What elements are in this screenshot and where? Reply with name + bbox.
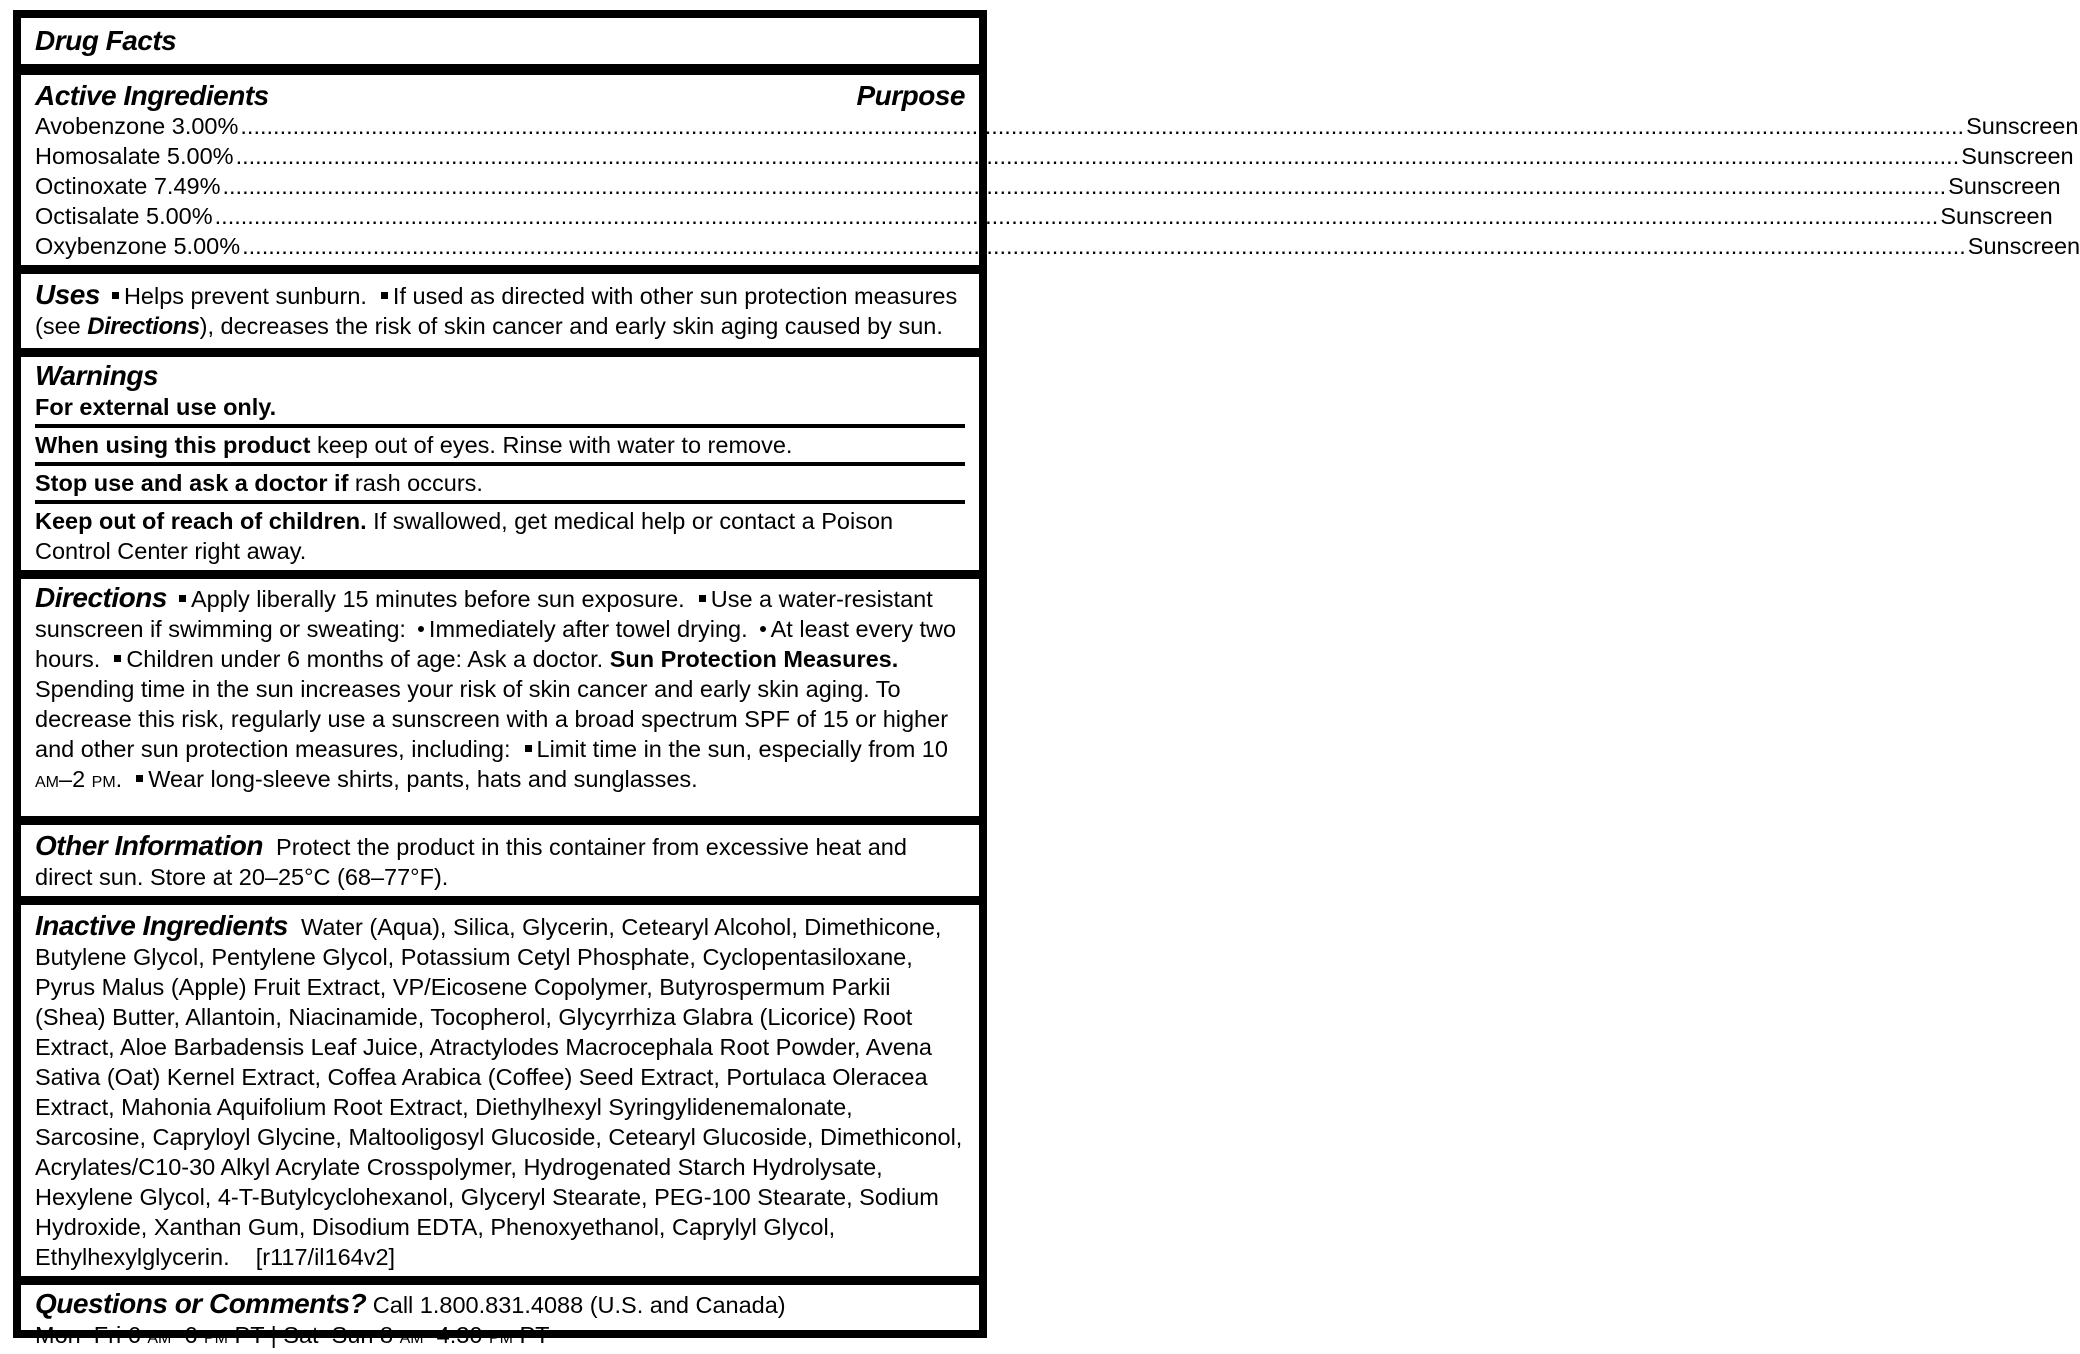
ingredient-row: [35, 201, 2053, 231]
questions-section: [21, 1285, 979, 1354]
other-information-text: Protect the product in this container from excessive heat and direct sun. Store at 20–25°C (68–77°F).: [35, 834, 907, 890]
keep-out-label: Keep out of reach of children.: [35, 508, 367, 534]
keep-out-text: If swallowed, get medical help or contact a Poison Control Center right away.: [35, 508, 894, 564]
am-label: AM: [147, 1330, 172, 1347]
bullet-icon: [136, 775, 143, 782]
label-code: [r117/il164v2]: [255, 1244, 396, 1270]
stop-use-label: Stop use and ask a doctor if: [35, 470, 349, 496]
when-using-label: When using this product: [35, 432, 311, 458]
measure-2: Wear long-sleeve shirts, pants, hats and sunglasses.: [148, 766, 698, 792]
divider: [21, 265, 979, 274]
ingredient-row: [35, 231, 2080, 261]
measure-1a: Limit time in the sun, especially from 10: [536, 736, 948, 762]
hours-part: Mon–Fri 6: [35, 1322, 148, 1348]
drug-facts-title: Drug Facts: [35, 25, 177, 56]
questions-hours: [35, 1320, 965, 1354]
ingredient-purpose: Sunscreen: [1967, 233, 2080, 259]
sun-protection-label: Sun Protection Measures.: [609, 646, 899, 672]
uses-bullet-2b: ), decreases the risk of skin cancer and early skin aging caused by sun.: [199, 313, 943, 339]
uses-directions-ref: Directions: [87, 313, 200, 340]
divider: [21, 1276, 979, 1285]
direction-2: Use a water-resistant sunscreen if swimming or sweating:: [35, 586, 933, 642]
am-label: AM: [35, 774, 59, 791]
ingredient-purpose: Sunscreen: [1948, 173, 2061, 199]
warnings-section: [21, 357, 979, 424]
ingredient-name: Avobenzone 3.00%: [35, 113, 239, 139]
inactive-ingredients-text: Water (Aqua), Silica, Glycerin, Cetearyl Alcohol, Dimethicone, Butylene Glycol, Pentylene Glycol, Potassium Cetyl Phosphate, Cyclopentasiloxane, Pyrus Malus (Apple) Fruit Extract, VP/Eicosene Copolymer, Butyrospermum Parkii (Shea) Butter, Allantoin, Niacinamide, Tocopherol, Glycyrrhiza Glabra (Licorice) Root Extract, Aloe Barbadensis Leaf Juice, Atractylodes Macrocephala Root Powder, Avena Sativa (Oat) Kernel Extract, Coffea Arabica (Coffee) Seed Extract, Portulaca Oleracea Extract, Mahonia Aquifolium Root Extract, Diethylhexyl Syringylidenemalonate, Sarcosine, Capryloyl Glycine, Maltooligosyl Glucoside, Cetearyl Glucoside, Dimethiconol, Acrylates/C10-30 Alkyl Acrylate Crosspolymer, Hydrogenated Starch Hydrolysate, Hexylene Glycol, 4-T-Butylcyclohexanol, Glyceryl Stearate, PEG-100 Stearate, Sodium Hydroxide, Xanthan Gum, Disodium EDTA, Phenoxyethanol, Caprylyl Glycol, Ethylhexylglycerin.: [35, 914, 963, 1270]
bullet-icon: [179, 595, 186, 602]
bullet-icon: [381, 292, 388, 299]
pm-label: PM: [204, 1330, 228, 1347]
hours-part: PT: [512, 1322, 550, 1348]
ingredient-purpose: Sunscreen: [1961, 143, 2074, 169]
directions-text: [35, 583, 965, 798]
ingredient-name: Oxybenzone 5.00%: [35, 233, 241, 259]
when-using-text: keep out of eyes. Rinse with water to remove.: [310, 432, 793, 458]
divider: [21, 816, 979, 825]
bullet-icon: [699, 595, 706, 602]
uses-section: [21, 274, 979, 348]
active-ingredients-heading: Active Ingredients: [35, 80, 269, 111]
stop-use-section: [21, 466, 979, 500]
other-information-section: [21, 825, 979, 896]
measure-1c: .: [115, 766, 123, 792]
ingredient-name: Homosalate 5.00%: [35, 143, 234, 169]
hours-part: –4:30: [423, 1322, 489, 1348]
hours-part: –6: [171, 1322, 204, 1348]
ingredient-name: Octisalate 5.00%: [35, 203, 213, 229]
ingredient-row: [35, 171, 2061, 201]
directions-heading: Directions: [35, 582, 167, 613]
divider: [21, 896, 979, 905]
stop-use-text: rash occurs.: [348, 470, 483, 496]
ingredient-purpose: Sunscreen: [1966, 113, 2079, 139]
inactive-ingredients-heading: Inactive Ingredients: [35, 910, 288, 941]
dot-bullet-icon: [760, 626, 766, 632]
bullet-icon: [114, 655, 121, 662]
title-section: [21, 18, 979, 64]
uses-text: [35, 280, 965, 342]
uses-bullet-1: Helps prevent sunburn.: [123, 283, 367, 309]
dot-bullet-icon: [418, 626, 424, 632]
divider: [21, 348, 979, 357]
direction-1: Apply liberally 15 minutes before sun exposure.: [190, 586, 685, 612]
purpose-heading: Purpose: [856, 80, 965, 111]
ingredient-name: Octinoxate 7.49%: [35, 173, 221, 199]
drug-facts-panel: [13, 10, 2080, 1348]
directions-section: [21, 579, 979, 816]
bullet-icon: [112, 292, 119, 299]
am-label: AM: [399, 1330, 424, 1347]
divider: [21, 64, 979, 75]
uses-heading: Uses: [35, 279, 100, 310]
bullet-icon: [525, 745, 532, 752]
questions-heading: Questions or Comments?: [35, 1288, 367, 1319]
other-information-heading: Other Information: [35, 830, 263, 861]
active-ingredients-section: [21, 75, 2080, 265]
ingredient-row: [35, 111, 2079, 141]
hours-part: PT | Sat–Sun 8: [228, 1322, 400, 1348]
uses-bullet-2a: If used as directed with other sun protection measures (see: [35, 283, 958, 339]
direction-2b: At least every two hours.: [35, 616, 957, 672]
ingredient-purpose: Sunscreen: [1940, 203, 2053, 229]
pm-label: PM: [488, 1330, 513, 1347]
sun-protection-text: Spending time in the sun increases your risk of skin cancer and early skin aging. To decrease this risk, regularly use a sunscreen with a broad spectrum SPF of 15 or higher and other sun protection measures, including:: [35, 676, 949, 762]
active-header: [35, 81, 965, 111]
external-use-warning: For external use only.: [35, 394, 277, 420]
when-using-section: [21, 428, 979, 462]
keep-out-section: [21, 504, 979, 570]
direction-3: Children under 6 months of age: Ask a doctor.: [126, 646, 604, 672]
divider: [21, 570, 979, 579]
measure-1b: –2: [59, 766, 92, 792]
ingredient-row: [35, 141, 2074, 171]
inactive-ingredients-section: [21, 905, 979, 1276]
warnings-heading: Warnings: [35, 360, 159, 391]
pm-label: PM: [91, 774, 116, 791]
direction-2a: Immediately after towel drying.: [428, 616, 748, 642]
questions-phone: Call 1.800.831.4088 (U.S. and Canada): [372, 1292, 786, 1318]
